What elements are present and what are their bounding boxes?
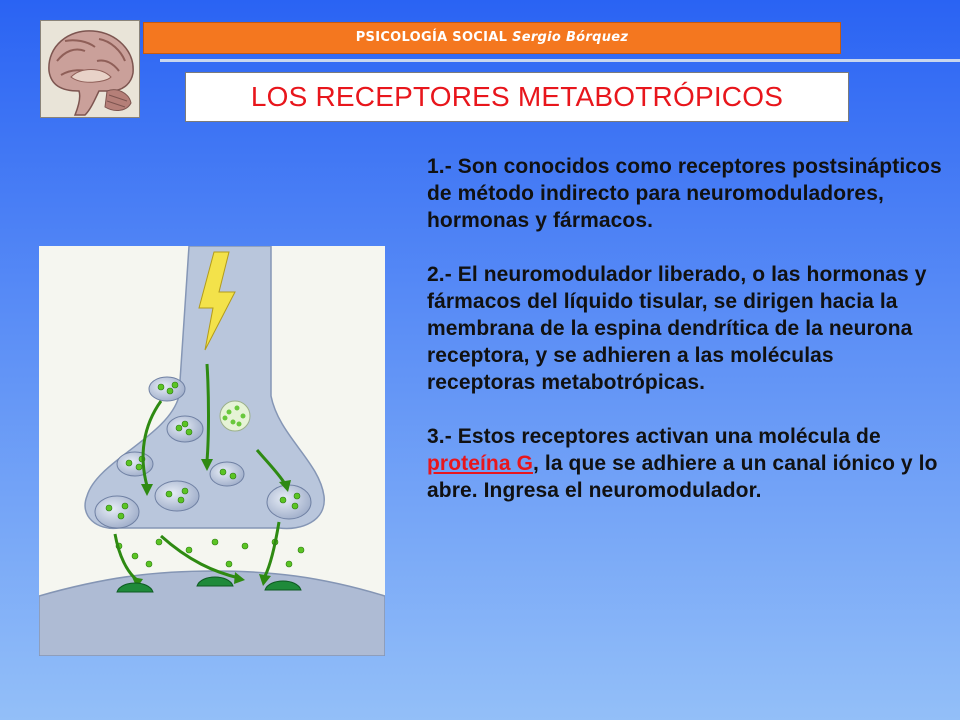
course-name: PSICOLOGÍA SOCIAL [355,30,508,45]
author-name: Sergio Bórquez [512,30,629,45]
synapse-figure [39,246,385,656]
brain-illustration [41,21,139,117]
paragraph-2: 2.- El neuromodulador liberado, o las hormonas y fármacos del líquido tisular, se dirigen hacia la membrana de la espina dendrítica de la neurona receptora, y se adhieren a las moléculas receptoras metabotrópicas. [427,263,927,394]
slide-title: LOS RECEPTORES METABOTRÓPICOS [185,72,849,122]
content-text [427,153,947,531]
brain-thumbnail-image [40,20,140,118]
proteina-g-link[interactable]: proteína G [427,452,534,475]
course-header-bar [143,22,841,54]
paragraph-3 [427,423,947,504]
paragraph-3-after: , la que se adhiere a un canal iónico y lo abre. Ingresa el neuromodulador. [427,452,938,502]
paragraph-3-before: 3.- Estos receptores activan una molécula de [427,425,881,448]
header-divider [160,59,960,62]
synapse-illustration [39,246,385,656]
paragraph-1: 1.- Son conocidos como receptores postsinápticos de método indirecto para neuromoduladores, hormonas y fármacos. [427,155,942,232]
